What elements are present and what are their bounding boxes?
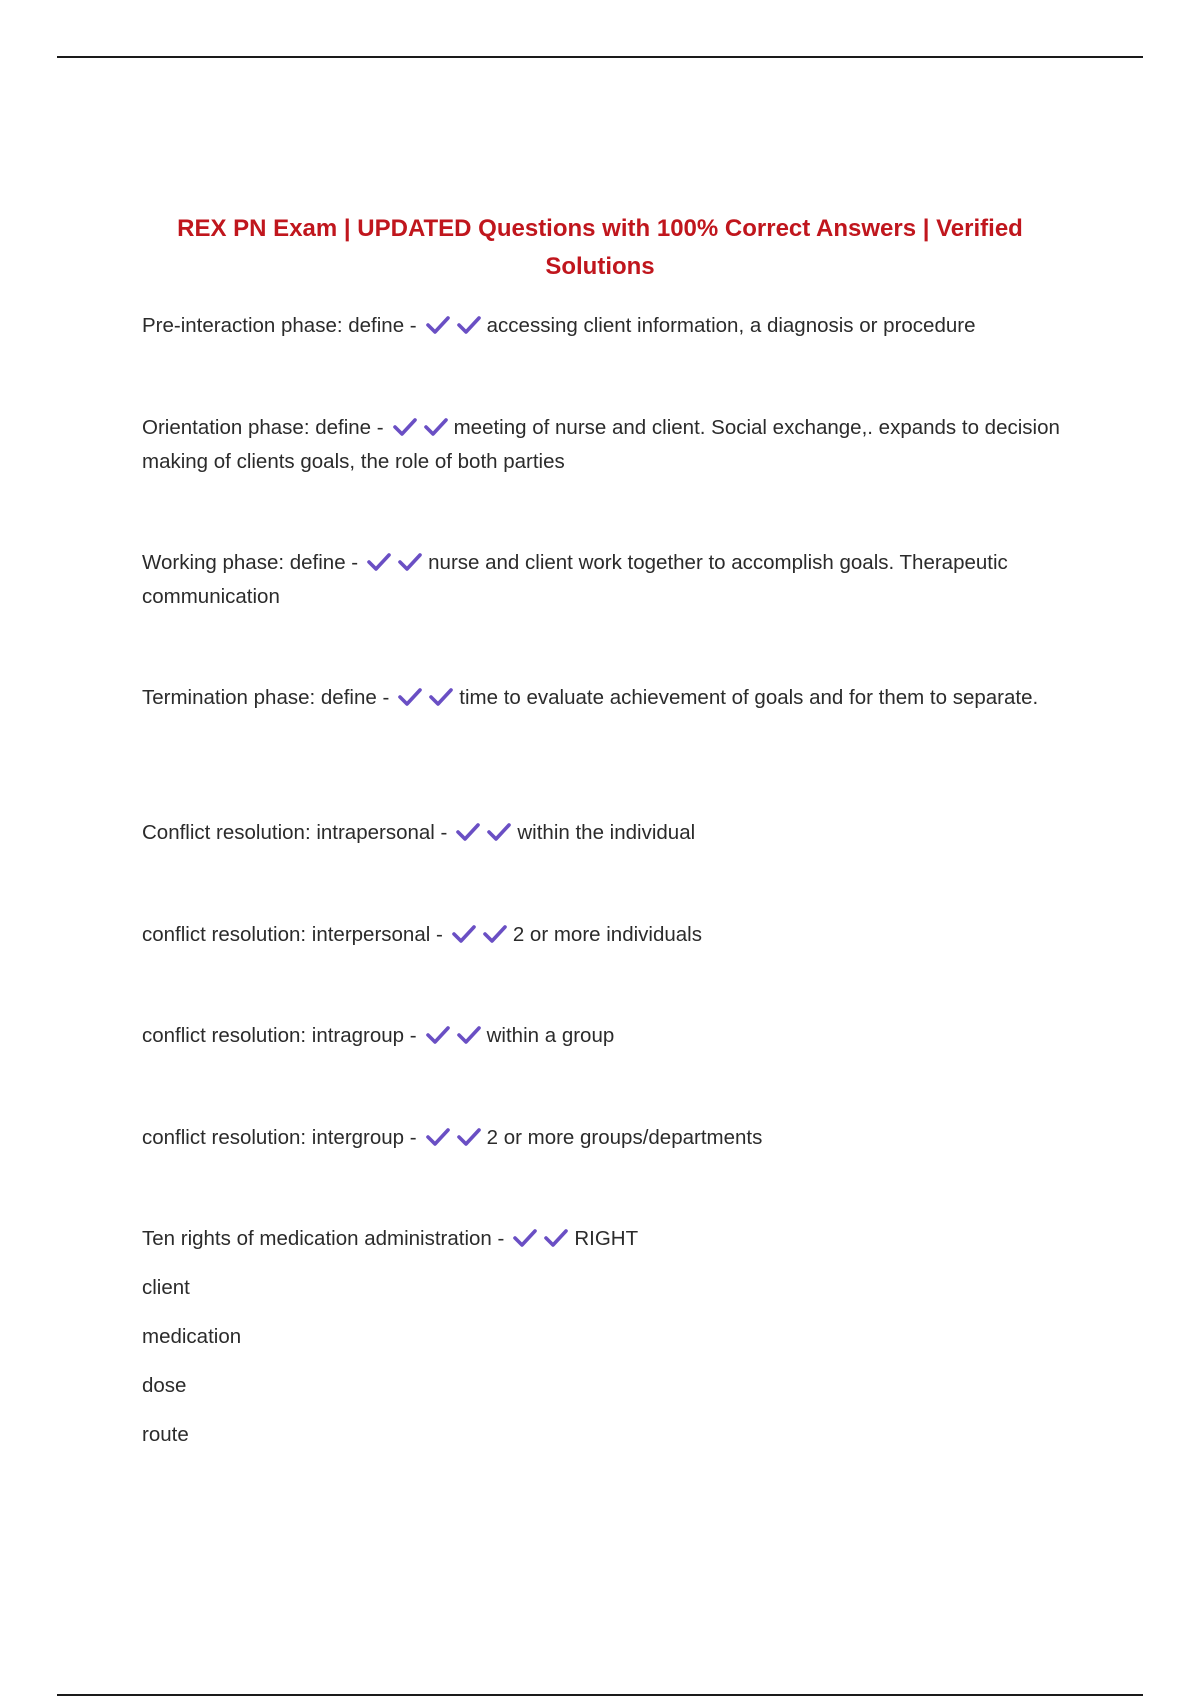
- question-text: conflict resolution: intragroup -: [142, 1024, 417, 1047]
- qa-item: [142, 1222, 1062, 1256]
- qa-item: [142, 309, 1062, 343]
- checkmark-icon: [482, 923, 508, 945]
- qa-item: [142, 1121, 1062, 1155]
- rights-list-item: route: [142, 1423, 189, 1446]
- checkmark-icon: [456, 314, 482, 336]
- rights-list-item: client: [142, 1276, 190, 1299]
- question-text: Termination phase: define -: [142, 686, 390, 709]
- answer-text: accessing client information, a diagnosis or procedure: [486, 314, 976, 337]
- qa-item: [142, 681, 1062, 715]
- answer-text: 2 or more individuals: [512, 923, 702, 946]
- checkmark-icon: [455, 821, 481, 843]
- checkmark-icon: [486, 821, 512, 843]
- question-text: Working phase: define -: [142, 551, 359, 574]
- checkmark-icon: [392, 416, 418, 438]
- checkmark-icon: [456, 1024, 482, 1046]
- checkmark-icon: [423, 416, 449, 438]
- answer-text: within a group: [486, 1024, 615, 1047]
- checkmark-icon: [397, 551, 423, 573]
- checkmark-icon: [425, 1126, 451, 1148]
- checkmark-icon: [543, 1227, 569, 1249]
- question-text: conflict resolution: intergroup -: [142, 1126, 417, 1149]
- title-line-2: Solutions: [545, 253, 655, 280]
- answer-text: within the individual: [517, 821, 696, 844]
- top-rule: [57, 56, 1143, 58]
- qa-item: [142, 1019, 1062, 1053]
- answer-text: meeting of nurse and client. Social exchange,. expands to decision making of clients goals, the role of both parties: [142, 416, 1060, 473]
- checkmark-icon: [425, 314, 451, 336]
- qa-item: [142, 918, 1062, 952]
- qa-item: [142, 546, 1062, 614]
- answer-text: 2 or more groups/departments: [486, 1126, 763, 1149]
- answer-text: RIGHT: [574, 1227, 639, 1250]
- title-line-1: REX PN Exam | UPDATED Questions with 100% Correct Answers | Verified: [177, 215, 1023, 242]
- question-text: Conflict resolution: intrapersonal -: [142, 821, 448, 844]
- checkmark-icon: [428, 686, 454, 708]
- checkmark-icon: [397, 686, 423, 708]
- document-title: [150, 210, 1050, 286]
- checkmark-icon: [425, 1024, 451, 1046]
- bottom-rule: [57, 1694, 1143, 1696]
- rights-list-item: dose: [142, 1374, 187, 1397]
- rights-list-item: medication: [142, 1325, 242, 1348]
- checkmark-icon: [366, 551, 392, 573]
- checkmark-icon: [451, 923, 477, 945]
- qa-item: [142, 816, 1062, 850]
- checkmark-icon: [456, 1126, 482, 1148]
- answer-text: nurse and client work together to accomplish goals. Therapeutic communication: [142, 551, 1008, 608]
- question-text: Orientation phase: define -: [142, 416, 384, 439]
- question-text: conflict resolution: interpersonal -: [142, 923, 443, 946]
- question-text: Pre-interaction phase: define -: [142, 314, 417, 337]
- answer-text: time to evaluate achievement of goals and for them to separate.: [459, 686, 1039, 709]
- question-text: Ten rights of medication administration -: [142, 1227, 505, 1250]
- qa-item: [142, 411, 1062, 479]
- checkmark-icon: [512, 1227, 538, 1249]
